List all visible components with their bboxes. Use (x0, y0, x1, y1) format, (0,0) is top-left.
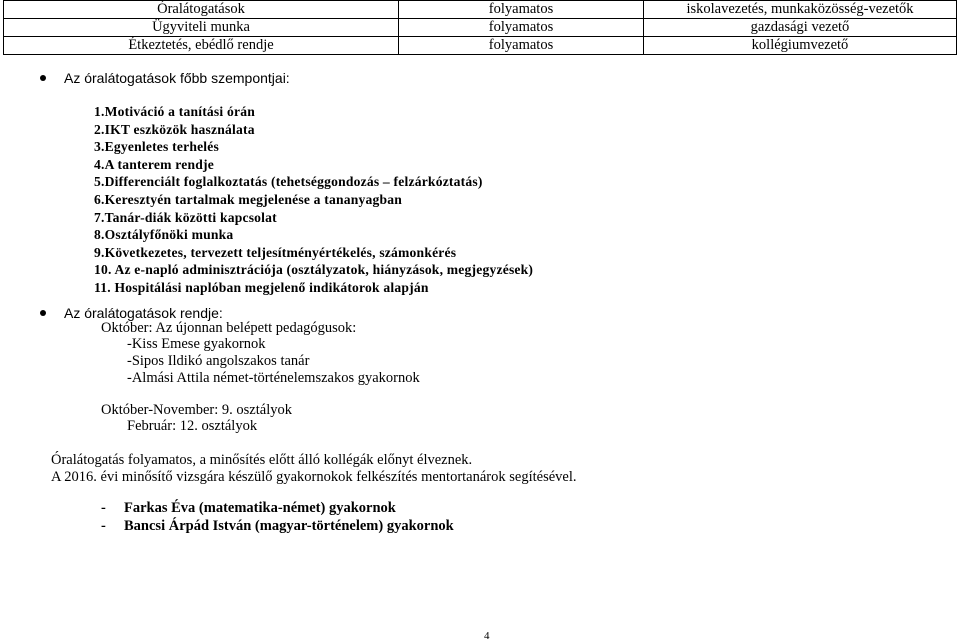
list-text: Osztályfőnöki munka (104, 227, 234, 243)
schedule-oct-nov: Október-November: 9. osztályok (101, 402, 292, 418)
october-label: Október: Az újonnan belépett pedagógusok: (101, 320, 357, 336)
list-number: 1. (94, 104, 105, 119)
list-number: 11. (94, 279, 111, 295)
table-cell: gazdasági vezető (644, 19, 957, 37)
list-number: 6. (94, 191, 105, 207)
responsibility-table (3, 0, 957, 55)
schedule-february: Február: 12. osztályok (127, 418, 258, 434)
trainee-name: Bancsi Árpád István (magyar-történelem) gyakornok (124, 518, 454, 534)
list-text: IKT eszközök használata (104, 121, 255, 137)
list-text: Következetes, tervezett teljesítményértékelés, számonkérés (104, 244, 457, 260)
table-cell: Óralátogatások (4, 1, 399, 19)
table-cell: folyamatos (399, 37, 644, 55)
list-number: 2. (94, 121, 105, 137)
list-text: Motiváció a tanítási órán (104, 104, 255, 119)
list-item (94, 279, 533, 297)
section-heading: Az óralátogatások rendje: (64, 305, 223, 321)
teacher-item: -Kiss Emese gyakornok (127, 336, 266, 352)
table-cell: iskolavezetés, munkaközösség-vezetők (644, 1, 957, 19)
list-number: 10. (94, 262, 112, 278)
list-item (94, 244, 533, 262)
teacher-item: -Sipos Ildikó angolszakos tanár (127, 353, 310, 369)
table-cell: kollégiumvezető (644, 37, 957, 55)
dash-marker: - (101, 518, 106, 534)
list-item (94, 156, 533, 174)
table-cell: Ügyviteli munka (4, 19, 399, 37)
list-number: 7. (94, 209, 105, 225)
list-text: Keresztyén tartalmak megjelenése a tananyagban (104, 191, 402, 207)
section-heading: Az óralátogatások főbb szempontjai: (64, 70, 290, 86)
list-number: 8. (94, 227, 105, 243)
teacher-item: -Almási Attila német-történelemszakos gyakornok (127, 370, 420, 386)
list-item (94, 121, 533, 139)
list-number: 3. (94, 139, 105, 155)
list-item (94, 261, 533, 279)
list-number: 9. (94, 244, 105, 260)
list-item (94, 173, 533, 191)
table-cell: folyamatos (399, 19, 644, 37)
dash-marker: - (101, 500, 106, 516)
trainee-name: Farkas Éva (matematika-német) gyakornok (124, 500, 396, 516)
list-text: Tanár-diák közötti kapcsolat (104, 209, 277, 225)
bullet-icon (40, 310, 46, 316)
list-item (94, 138, 533, 156)
list-item (94, 226, 533, 244)
criteria-list (94, 103, 533, 297)
table-row (4, 1, 957, 19)
table-row (4, 19, 957, 37)
table-row (4, 37, 957, 55)
table-cell: folyamatos (399, 1, 644, 19)
list-item (94, 191, 533, 209)
paragraph-line: A 2016. évi minősítő vizsgára készülő gyakornokok felkészítés mentortanárok segítésével. (51, 469, 577, 485)
bullet-icon (40, 75, 46, 81)
page-number: 4 (484, 630, 490, 642)
list-text: Egyenletes terhelés (104, 139, 220, 155)
list-text: Hospitálási naplóban megjelenő indikátorok alapján (110, 279, 429, 295)
list-number: 5. (94, 174, 105, 190)
list-text: Az e-napló adminisztrációja (osztályzatok, hiányzások, megjegyzések) (111, 262, 534, 278)
list-text: Differenciált foglalkoztatás (tehetséggondozás – felzárkóztatás) (104, 174, 483, 190)
list-text: A tanterem rendje (104, 156, 214, 172)
table-cell: Étkeztetés, ebédlő rendje (4, 37, 399, 55)
list-number: 4. (94, 156, 105, 172)
paragraph-line: Óralátogatás folyamatos, a minősítés előtt álló kollégák előnyt élveznek. (51, 452, 473, 468)
list-item (94, 209, 533, 227)
list-item (94, 103, 533, 121)
